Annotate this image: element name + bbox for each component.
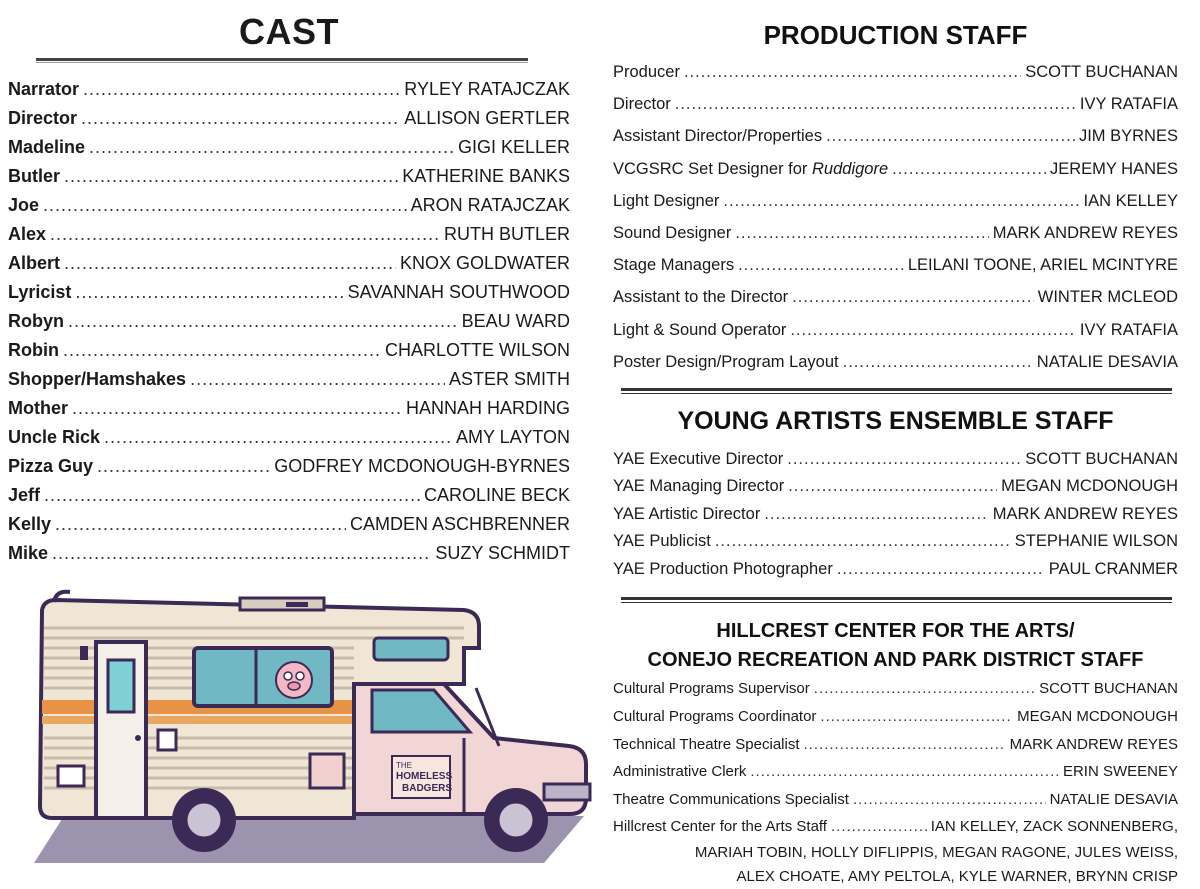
yae-staff-title: YOUNG ARTISTS ENSEMBLE STAFF <box>677 406 1114 435</box>
credit-row <box>8 104 570 133</box>
credit-role-text: Director <box>8 108 78 128</box>
credit-role-text: VCGSRC Set Designer for <box>613 159 808 178</box>
credit-name: MEGAN MCDONOUGH <box>1001 477 1178 496</box>
credit-row <box>613 731 1178 759</box>
credit-name: GODFREY MCDONOUGH-BYRNES <box>274 456 570 476</box>
leader-dots <box>72 394 402 423</box>
credit-name: MARK ANDREW REYES <box>1009 735 1178 753</box>
credit-role-text: Madeline <box>8 137 86 157</box>
credit-row <box>613 185 1178 217</box>
credit-name: MARK ANDREW REYES <box>992 504 1178 523</box>
credit-role-text: Cultural Programs Supervisor <box>613 680 810 698</box>
leader-dots <box>190 365 445 394</box>
leader-dots <box>89 133 454 162</box>
credit-name: SCOTT BUCHANAN <box>1039 680 1178 698</box>
credit-role <box>613 703 816 731</box>
credit-role <box>8 133 85 162</box>
credit-role-text: Robyn <box>8 311 64 331</box>
staff-section <box>613 0 1178 889</box>
credit-name: RYLEY RATAJCZAK <box>404 79 570 99</box>
credit-role <box>613 813 827 841</box>
leader-dots <box>50 220 440 249</box>
credit-name: ARON RATAJCZAK <box>410 195 570 215</box>
credit-role <box>8 220 46 249</box>
yae-staff-list <box>613 446 1178 584</box>
credit-row <box>613 473 1178 501</box>
credit-role-text: Butler <box>8 166 61 186</box>
credit-role-text: Light & Sound Operator <box>613 320 787 339</box>
credit-role <box>613 731 800 759</box>
rv-sign-line1: THE <box>396 761 412 770</box>
credit-role <box>8 481 40 510</box>
credit-role <box>8 249 60 278</box>
production-staff-title: PRODUCTION STAFF <box>763 20 1028 50</box>
credit-role <box>8 307 64 336</box>
credit-row <box>8 162 570 191</box>
credit-role-text: Cultural Programs Coordinator <box>613 707 817 725</box>
credit-row <box>8 191 570 220</box>
credit-row <box>613 758 1178 786</box>
credit-role <box>613 556 833 584</box>
credit-row <box>613 217 1178 249</box>
credit-role-text: Jeff <box>8 485 41 505</box>
credit-name: KATHERINE BANKS <box>402 166 570 186</box>
hillcrest-title-line1: HILLCREST CENTER FOR THE ARTS/ <box>716 620 1075 643</box>
credit-name: IVY RATAFIA <box>1079 320 1178 339</box>
credit-row <box>613 120 1178 152</box>
credit-role-text: Pizza Guy <box>8 456 94 476</box>
credit-name: CAMDEN ASCHBRENNER <box>349 514 570 534</box>
credit-name: STEPHANIE WILSON <box>1014 532 1178 551</box>
leader-dots <box>715 528 1011 556</box>
credit-name: MEGAN MCDONOUGH <box>1017 707 1178 725</box>
leader-dots <box>892 153 1046 185</box>
credit-role <box>613 120 822 152</box>
credit-role-text: YAE Production Photographer <box>613 559 833 578</box>
leader-dots <box>788 473 997 501</box>
credit-row <box>613 281 1178 313</box>
credit-role-text: Mike <box>8 543 49 563</box>
credit-role-italic: Ruddigore <box>812 159 889 178</box>
leader-dots <box>750 758 1059 786</box>
credit-role <box>8 336 59 365</box>
leader-dots <box>843 346 1033 378</box>
credit-name: JEREMY HANES <box>1049 159 1178 178</box>
credit-role <box>8 394 68 423</box>
credit-role <box>613 249 734 281</box>
credit-name: IVY RATAFIA <box>1079 95 1178 114</box>
credit-role-text: Assistant Director/Properties <box>613 127 823 146</box>
credit-role-text: Robin <box>8 340 59 360</box>
credit-row <box>8 423 570 452</box>
credit-name: BEAU WARD <box>461 311 570 331</box>
credit-role <box>8 75 79 104</box>
credit-role-text: Director <box>613 95 671 114</box>
section-divider <box>621 388 1172 394</box>
leader-dots <box>43 191 407 220</box>
credit-row <box>613 786 1178 814</box>
leader-dots <box>787 446 1021 474</box>
leader-dots <box>63 336 381 365</box>
leader-dots <box>83 75 400 104</box>
leader-dots <box>723 185 1079 217</box>
credit-name: ALLISON GERTLER <box>404 108 570 128</box>
credit-row <box>8 220 570 249</box>
hillcrest-staff-list <box>613 675 1178 841</box>
leader-dots <box>97 452 270 481</box>
credit-role <box>613 528 711 556</box>
credit-row <box>8 539 570 568</box>
credit-role-text: Albert <box>8 253 61 273</box>
leader-dots <box>64 249 396 278</box>
credit-row <box>613 501 1178 529</box>
credit-role <box>613 446 783 474</box>
credit-role <box>8 162 60 191</box>
hillcrest-staff-continuation <box>613 841 1178 889</box>
credit-name: NATALIE DESAVIA <box>1036 352 1178 371</box>
credit-row <box>613 813 1178 841</box>
credit-role <box>613 281 788 313</box>
credit-role <box>613 758 746 786</box>
credit-row <box>8 481 570 510</box>
credit-role <box>613 88 671 120</box>
leader-dots <box>81 104 400 133</box>
credit-name: JIM BYRNES <box>1078 127 1178 146</box>
credit-row <box>8 307 570 336</box>
credit-row <box>8 75 570 104</box>
credit-row <box>613 346 1178 378</box>
credit-row <box>613 314 1178 346</box>
leader-dots <box>826 120 1075 152</box>
credit-role-text: Alex <box>8 224 47 244</box>
section-divider <box>621 597 1172 603</box>
credit-role-text: YAE Managing Director <box>613 477 785 496</box>
leader-dots <box>68 307 458 336</box>
credit-name: LEILANI TOONE, ARIEL MCINTYRE <box>907 256 1178 275</box>
credit-role-text: Sound Designer <box>613 223 732 242</box>
credit-role-text: Lyricist <box>8 282 72 302</box>
credit-role <box>613 56 680 88</box>
credit-role <box>613 501 760 529</box>
credit-role-text: Poster Design/Program Layout <box>613 352 839 371</box>
credit-role-text: Theatre Communications Specialist <box>613 790 849 808</box>
continuation-line: ALEX CHOATE, AMY PELTOLA, KYLE WARNER, BRYNN CRISP <box>736 867 1178 885</box>
credit-role <box>8 104 77 133</box>
leader-dots <box>735 217 988 249</box>
credit-name: ASTER SMITH <box>448 369 570 389</box>
credit-role <box>8 423 100 452</box>
leader-dots <box>675 88 1076 120</box>
credit-role <box>613 675 810 703</box>
credit-row <box>8 336 570 365</box>
rv-sign-line3: BADGERS <box>402 783 453 794</box>
credit-role <box>613 185 719 217</box>
credit-name: SUZY SCHMIDT <box>435 543 570 563</box>
credit-row <box>8 278 570 307</box>
leader-dots <box>52 539 431 568</box>
credit-role-text: Kelly <box>8 514 52 534</box>
credit-name: PAUL CRANMER <box>1048 559 1178 578</box>
credit-role <box>8 278 71 307</box>
credit-role <box>613 217 731 249</box>
credit-name: SCOTT BUCHANAN <box>1025 63 1178 81</box>
cast-list <box>8 75 570 568</box>
leader-dots <box>792 281 1034 313</box>
leader-dots <box>837 556 1045 584</box>
hillcrest-staff-title <box>613 617 1178 675</box>
leader-dots <box>831 813 927 841</box>
credit-row <box>8 394 570 423</box>
leader-dots <box>790 314 1076 346</box>
leader-dots <box>75 278 343 307</box>
credit-name: IAN KELLEY <box>1083 191 1178 210</box>
credit-role <box>613 314 786 346</box>
credit-role <box>613 153 888 185</box>
credit-role-text: Uncle Rick <box>8 427 101 447</box>
credit-role-text: Joe <box>8 195 40 215</box>
cast-section <box>8 0 570 568</box>
credit-row <box>8 249 570 278</box>
credit-name: CAROLINE BECK <box>423 485 570 505</box>
credit-row <box>613 528 1178 556</box>
credit-name: HANNAH HARDING <box>405 398 570 418</box>
leader-dots <box>814 675 1035 703</box>
leader-dots <box>820 703 1013 731</box>
credit-role <box>8 510 51 539</box>
cast-divider <box>36 58 528 63</box>
credit-role-text: YAE Artistic Director <box>613 504 761 523</box>
credit-name: CHARLOTTE WILSON <box>384 340 570 360</box>
credit-role <box>8 365 186 394</box>
credit-role-text: YAE Executive Director <box>613 449 784 468</box>
credit-role-text: Stage Managers <box>613 256 735 275</box>
credit-name: SAVANNAH SOUTHWOOD <box>347 282 570 302</box>
credit-role <box>8 191 39 220</box>
rv-sign-line2: HOMELESS <box>396 771 453 782</box>
credit-name: GIGI KELLER <box>457 137 570 157</box>
credit-row <box>8 133 570 162</box>
leader-dots <box>44 481 420 510</box>
credit-role <box>613 473 784 501</box>
credit-name: ERIN SWEENEY <box>1062 763 1178 781</box>
credit-row <box>613 703 1178 731</box>
continuation-line: MARIAH TOBIN, HOLLY DIFLIPPIS, MEGAN RAGONE, JULES WEISS, <box>694 843 1178 861</box>
credit-name: RUTH BUTLER <box>443 224 570 244</box>
credit-role-text: Mother <box>8 398 68 418</box>
credit-role-text: Light Designer <box>613 191 720 210</box>
credit-role-text: Administrative Clerk <box>613 763 747 781</box>
credit-name: NATALIE DESAVIA <box>1049 790 1178 808</box>
leader-dots <box>764 501 988 529</box>
leader-dots <box>853 786 1046 814</box>
credit-row <box>613 56 1178 88</box>
cast-title: CAST <box>239 11 339 52</box>
credit-row <box>613 88 1178 120</box>
credit-role-text: Producer <box>613 63 680 81</box>
credit-row <box>613 446 1178 474</box>
credit-row <box>8 510 570 539</box>
leader-dots <box>738 249 904 281</box>
credit-role-text: Shopper/Hamshakes <box>8 369 187 389</box>
leader-dots <box>64 162 398 191</box>
credit-name: KNOX GOLDWATER <box>399 253 570 273</box>
leader-dots <box>804 731 1006 759</box>
credit-row <box>8 365 570 394</box>
credit-role-text: Assistant to the Director <box>613 288 789 307</box>
hillcrest-title-line2: CONEJO RECREATION AND PARK DISTRICT STAFF <box>647 649 1144 672</box>
credit-role <box>613 786 849 814</box>
credit-role <box>613 346 839 378</box>
credit-name: SCOTT BUCHANAN <box>1025 449 1178 468</box>
credit-role <box>8 452 93 481</box>
rv-camper-with-pig-icon <box>24 588 594 878</box>
production-staff-list <box>613 56 1178 378</box>
credit-row <box>613 556 1178 584</box>
leader-dots <box>104 423 452 452</box>
credit-role-text: Technical Theatre Specialist <box>613 735 800 753</box>
leader-dots <box>684 56 1021 88</box>
credit-role-text: Narrator <box>8 79 80 99</box>
credit-name: MARK ANDREW REYES <box>992 223 1178 242</box>
credit-name: IAN KELLEY, ZACK SONNENBERG, <box>930 818 1178 836</box>
leader-dots <box>55 510 346 539</box>
credit-name: AMY LAYTON <box>455 427 570 447</box>
credit-role <box>8 539 48 568</box>
credit-row <box>613 675 1178 703</box>
credit-name: WINTER MCLEOD <box>1037 288 1178 307</box>
credit-row <box>613 249 1178 281</box>
credit-role-text: YAE Publicist <box>613 532 711 551</box>
credit-role-text: Hillcrest Center for the Arts Staff <box>613 818 827 836</box>
credit-row <box>8 452 570 481</box>
credit-row <box>613 153 1178 185</box>
